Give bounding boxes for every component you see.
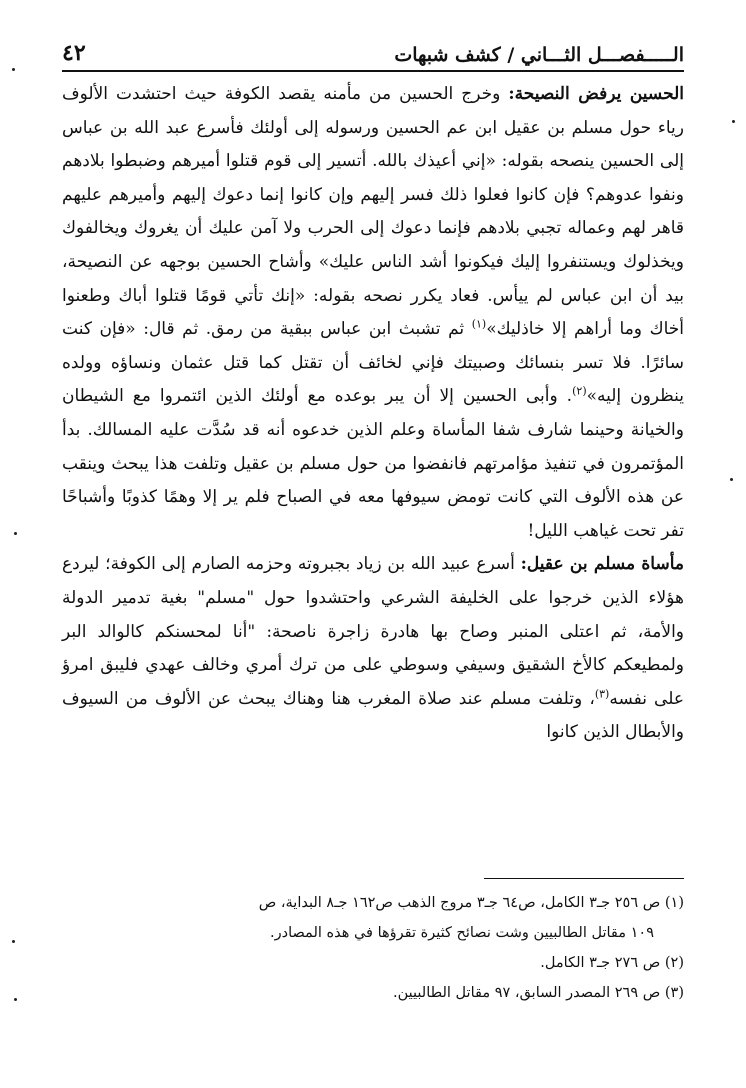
paragraph-muslim-tragedy	[62, 548, 684, 750]
paragraph-text: ثم تشبث ابن عباس ببقية من رمق. ثم قال: «فإن كنت سائرًا. فلا تسر بنسائك وصبيتك فإني لخائف أن تقتل كما قتل عثمان ونساؤه وولده ينظرون إليه»	[62, 319, 684, 407]
paragraph-text: وخرج الحسين من مأمنه يقصد الكوفة حيث احتشدت الألوف رياء حول مسلم بن عقيل ابن عم الحسين ورسوله إلى أولئك فأسرع عبد الله بن عباس إلى الحسين ينصحه بقوله: «إني أعيذك بالله. أتسير إلى قوم قتلوا أميرهم وضبطوا بلادهم ونفوا عدوهم؟ فإن كانوا فعلوا ذلك فسر إليهم وإن كانوا إنما دعوك إليهم وأميرهم عليهم قاهر لهم وعماله تجبي بلادهم فإنما دعوك إلى الحرب ولا آمن عليك أن يغروك ويخالفوك ويخذلوك ويستنفروا إليك فيكونوا أشد الناس عليك» وأشاح الحسين بوجهه عن النصيحة، بيد أن ابن عباس لم ييأس. فعاد يكرر نصحه بقوله: «إنك تأتي قومًا قتلوا أباك وطعنوا أخاك وما أراهم إلا خاذليك»	[62, 84, 684, 340]
paragraph-text: أسرع عبيد الله بن زياد بجبروته وحزمه الصارم إلى الكوفة؛ ليردع هؤلاء الذين خرجوا على الخليفة الشرعي واحتشدوا حول "مسلم" بغية تدمير الدولة والأمة، ثم اعتلى المنبر وصاح بها هادرة زاجرة ناصحة: "أنا لمحسنكم كالوالد البر ولمطيعكم كالأخ الشقيق وسيفي وسوطي على من ترك أمري وخالف عهدي فليبق امرؤ على نفسه	[62, 554, 684, 709]
footnote-ref: (٢)	[572, 384, 587, 398]
scan-speck	[14, 532, 17, 535]
footnote-ref: (٣)	[594, 687, 610, 701]
footnote-2: (٢) ص ٢٧٦ جـ٣ الكامل.	[540, 955, 684, 971]
scan-speck	[12, 68, 15, 71]
section-heading: مأساة مسلم بن عقيل:	[520, 554, 685, 575]
paragraph-text: ، وتلفت مسلم عند صلاة المغرب هنا وهناك يبحث عن الألوف من السيوف والأبطال الذين كانوا	[62, 688, 684, 743]
footnote-separator	[484, 878, 684, 879]
paragraph-text: . وأبى الحسين إلا أن يبر بوعده مع أولئك الذين ائتمروا مع الشيطان والخيانة وحينما شارف شفا المأساة وعلم الذين خدعوه أنه قد سُدَّت عليه المسالك. بدأ المؤتمرون في تنفيذ مؤامرتهم فانفضوا من حول مسلم بن عقيل وتلفت هذا يبحث وينقب عن هذه الألوف التي كانت تومض سيوفها معه في الصباح فلم ير إلا وهمًا كذوبًا وأشباحًا تفر تحت غياهب الليل!	[62, 386, 684, 541]
footnote-1: (١) ص ٢٥٦ جـ٣ الكامل، ص٦٤ جـ٣ مروج الذهب ص١٦٢ جـ٨ البداية، ص	[258, 895, 684, 911]
paragraph-hussein-refuses-advice	[62, 78, 684, 548]
page-body	[62, 78, 684, 750]
page-number: ٤٢	[62, 40, 86, 66]
footnotes	[62, 888, 684, 1008]
scan-speck	[12, 940, 15, 943]
scan-speck	[730, 478, 733, 481]
scan-speck	[14, 998, 17, 1001]
footnote-1-continued: ١٠٩ مقاتل الطالبيين وشت نصائح كثيرة تقرؤها في هذه المصادر.	[270, 925, 654, 941]
chapter-title: الـــــفصـــل الثـــاني / كشف شبهات	[394, 44, 684, 66]
footnote-3: (٣) ص ٢٦٩ المصدر السابق، ٩٧ مقاتل الطالبيين.	[393, 985, 684, 1001]
section-heading: الحسين يرفض النصيحة:	[508, 84, 684, 104]
footnote-ref: (١)	[471, 317, 487, 331]
scan-speck	[732, 120, 735, 123]
page-header	[62, 30, 684, 72]
